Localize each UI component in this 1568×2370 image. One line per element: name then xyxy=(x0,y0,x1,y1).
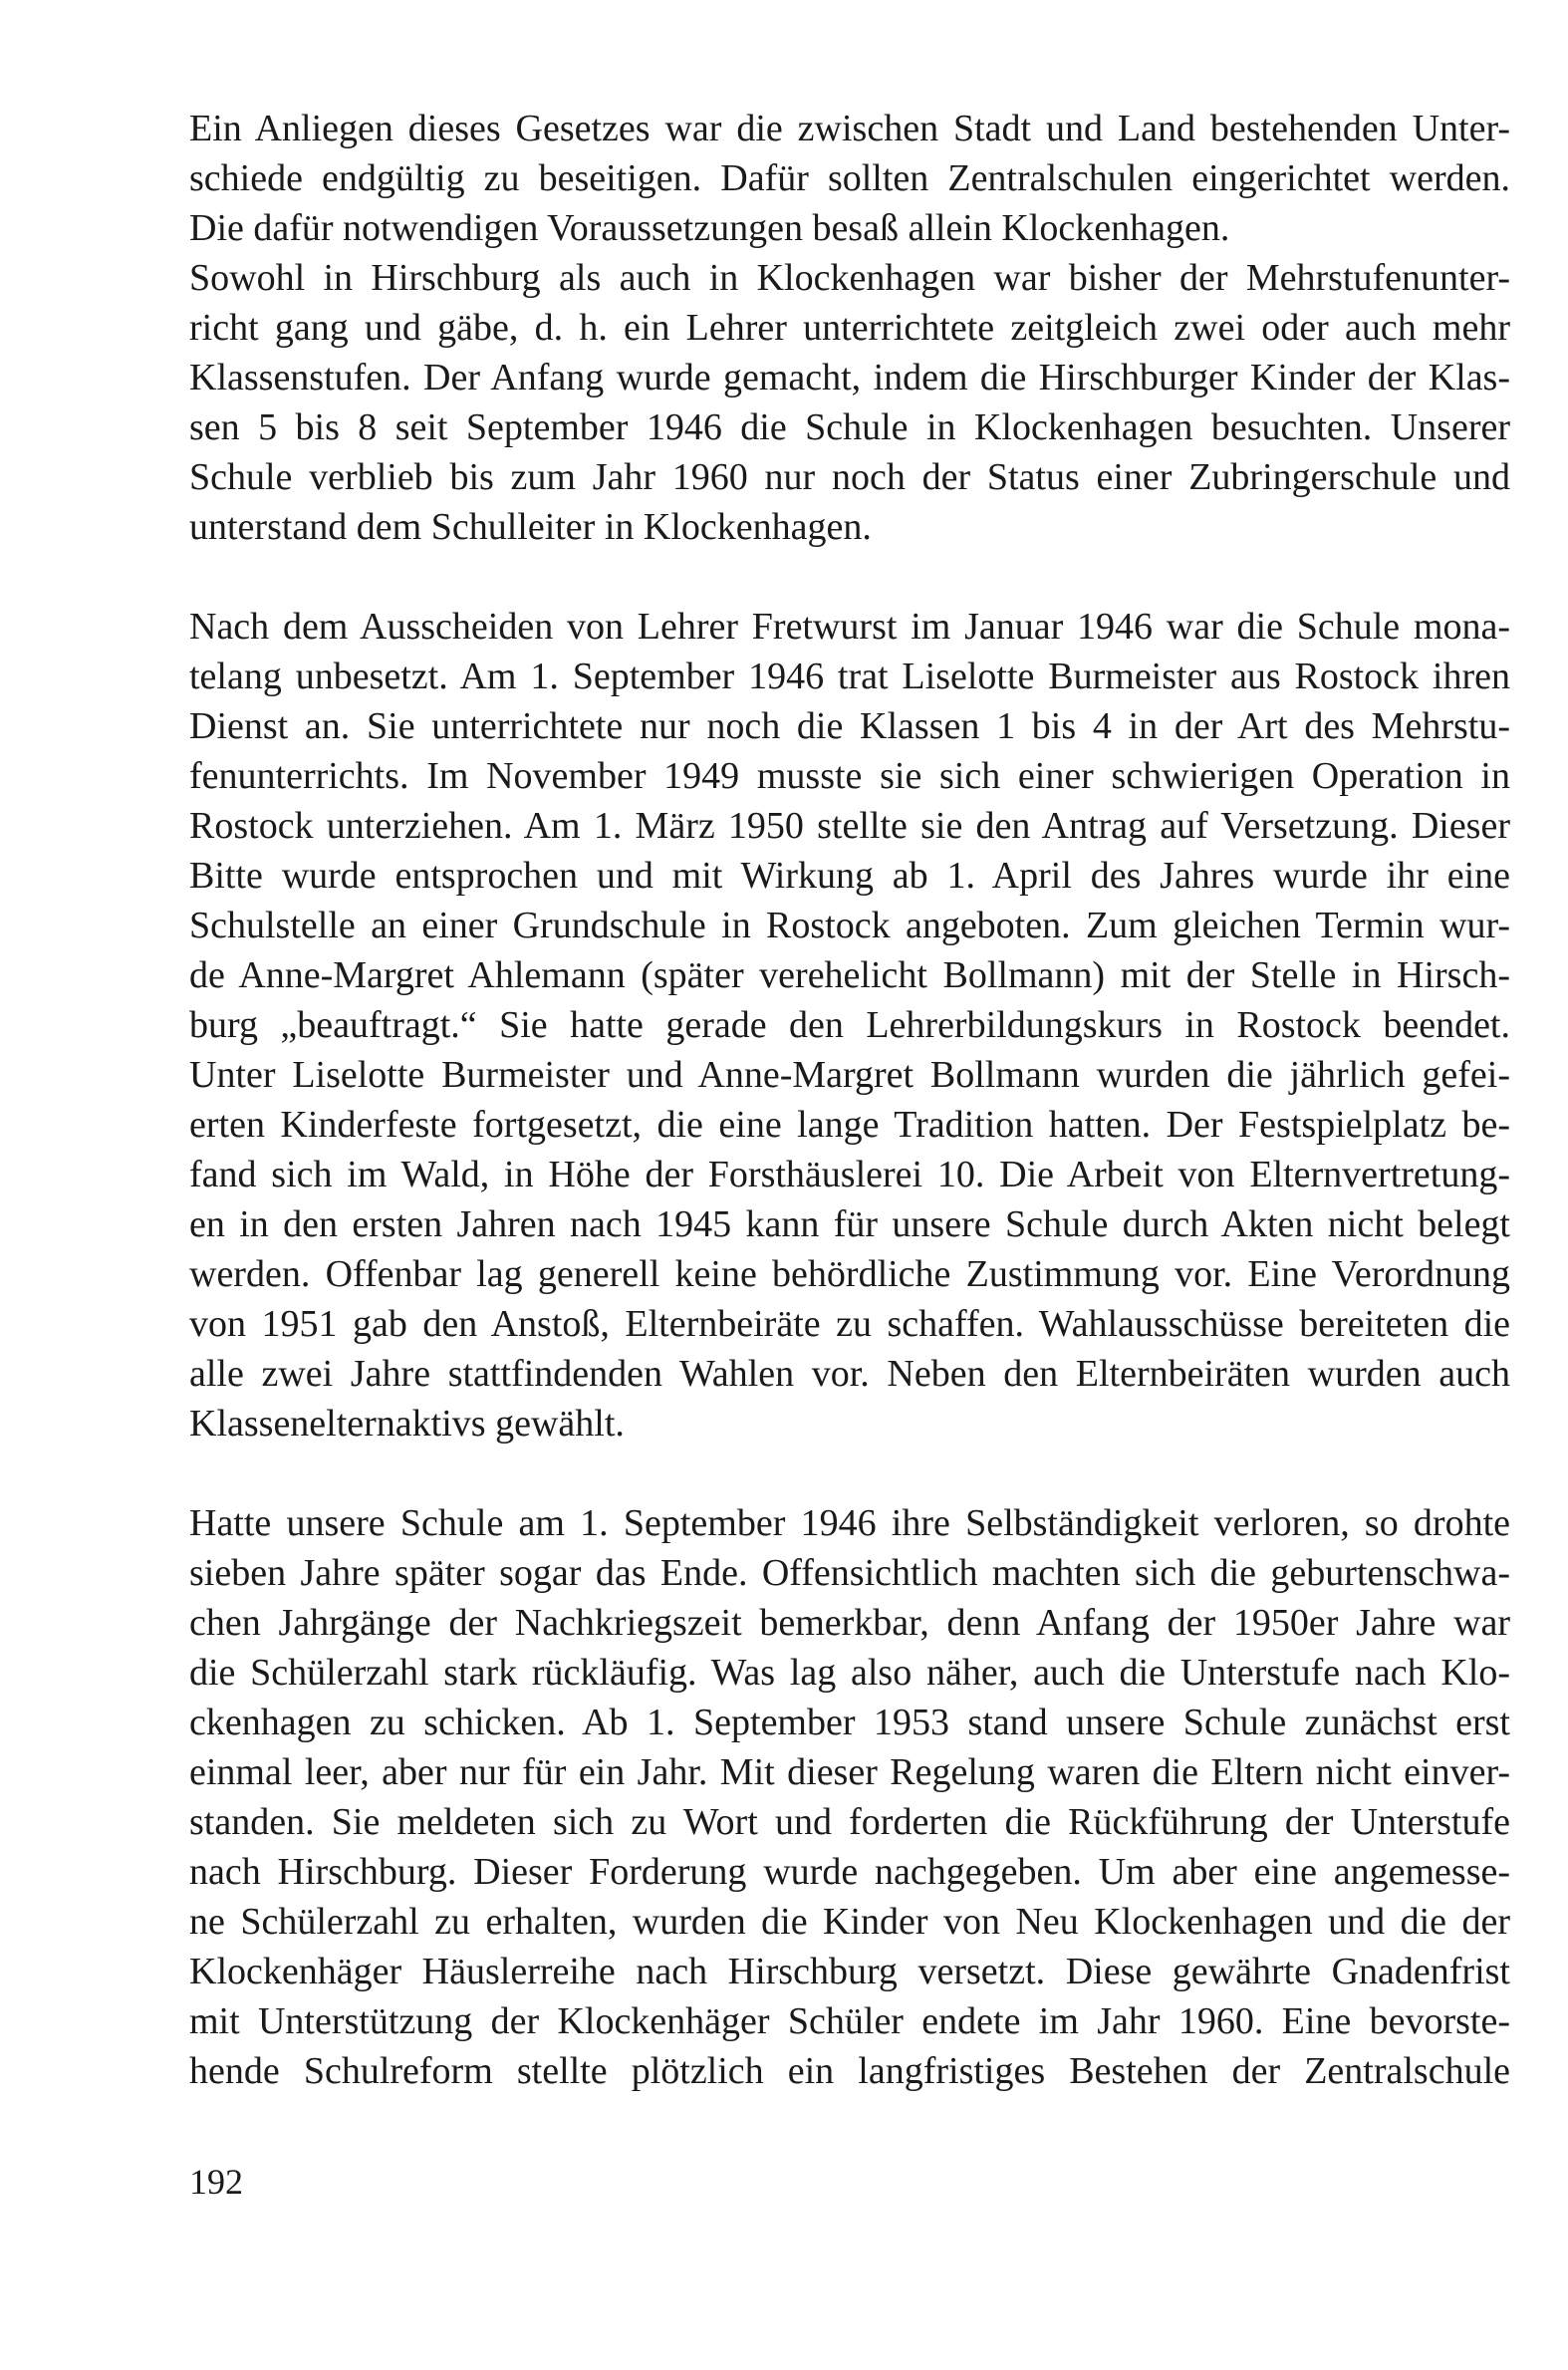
text-line: alle zwei Jahre stattfindenden Wahlen vor. Neben den Elternbeiräten wurden auch xyxy=(189,1353,1510,1395)
paragraph-3 xyxy=(189,1498,1510,2096)
text-line: Klassenstufen. Der Anfang wurde gemacht, indem die Hirschburger Kinder der Klas- xyxy=(189,357,1510,398)
text-line: Ein Anliegen dieses Gesetzes war die zwischen Stadt und Land bestehenden Unter- xyxy=(189,108,1510,149)
text-line: Die dafür notwendigen Voraussetzungen besaß allein Klockenhagen. xyxy=(189,207,1230,249)
text-line: Schulstelle an einer Grundschule in Rostock angeboten. Zum gleichen Termin wur- xyxy=(189,905,1510,946)
text-line: Dienst an. Sie unterrichtete nur noch die Klassen 1 bis 4 in der Art des Mehrstu- xyxy=(189,705,1510,747)
text-line: burg „beauftragt.“ Sie hatte gerade den Lehrerbildungskurs in Rostock beendet. xyxy=(189,1004,1510,1046)
page-body xyxy=(189,104,1510,2096)
text-line: Bitte wurde entsprochen und mit Wirkung ab 1. April des Jahres wurde ihr eine xyxy=(189,855,1510,897)
text-line: Sowohl in Hirschburg als auch in Klockenhagen war bisher der Mehrstufenunter- xyxy=(189,257,1510,299)
text-line: Klockenhäger Häuslerreihe nach Hirschburg versetzt. Diese gewährte Gnadenfrist xyxy=(189,1951,1510,1992)
page-number: 192 xyxy=(189,2162,243,2202)
text-line: schiede endgültig zu beseitigen. Dafür sollten Zentralschulen eingerichtet werden. xyxy=(189,157,1510,199)
text-line: standen. Sie meldeten sich zu Wort und forderten die Rückführung der Unterstufe xyxy=(189,1801,1510,1843)
text-line: nach Hirschburg. Dieser Forderung wurde nachgegeben. Um aber eine angemesse- xyxy=(189,1851,1510,1893)
text-line: chen Jahrgänge der Nachkriegszeit bemerkbar, denn Anfang der 1950er Jahre war xyxy=(189,1602,1510,1644)
text-line: en in den ersten Jahren nach 1945 kann für unsere Schule durch Akten nicht belegt xyxy=(189,1203,1510,1245)
text-line: telang unbesetzt. Am 1. September 1946 trat Liselotte Burmeister aus Rostock ihren xyxy=(189,656,1510,697)
paragraph-gap xyxy=(189,1448,1510,1498)
text-line: Rostock unterziehen. Am 1. März 1950 stellte sie den Antrag auf Versetzung. Dieser xyxy=(189,805,1510,847)
text-line: Nach dem Ausscheiden von Lehrer Fretwurst im Januar 1946 war die Schule mona- xyxy=(189,606,1510,648)
text-line: Unter Liselotte Burmeister und Anne-Margret Bollmann wurden die jährlich gefei- xyxy=(189,1054,1510,1096)
text-line: werden. Offenbar lag generell keine behördliche Zustimmung vor. Eine Verordnung xyxy=(189,1253,1510,1295)
text-line: fenunterrichts. Im November 1949 musste sie sich einer schwierigen Operation in xyxy=(189,755,1510,797)
text-line: sieben Jahre später sogar das Ende. Offensichtlich machten sich die geburtenschwa- xyxy=(189,1552,1510,1594)
text-line: fand sich im Wald, in Höhe der Forsthäuslerei 10. Die Arbeit von Elternvertretung- xyxy=(189,1154,1510,1195)
text-line: ne Schülerzahl zu erhalten, wurden die Kinder von Neu Klockenhagen und die der xyxy=(189,1901,1510,1943)
paragraph-1 xyxy=(189,104,1510,552)
text-line: Hatte unsere Schule am 1. September 1946 ihre Selbständigkeit verloren, so drohte xyxy=(189,1502,1510,1544)
text-line: einmal leer, aber nur für ein Jahr. Mit dieser Regelung waren die Eltern nicht einver- xyxy=(189,1751,1510,1793)
text-line: hende Schulreform stellte plötzlich ein langfristiges Bestehen der Zentralschule xyxy=(189,2050,1510,2092)
text-line: Klassenelternaktivs gewählt. xyxy=(189,1403,625,1445)
text-line: erten Kinderfeste fortgesetzt, die eine lange Tradition hatten. Der Festspielplatz be- xyxy=(189,1104,1510,1146)
text-line: sen 5 bis 8 seit September 1946 die Schule in Klockenhagen besuchten. Unserer xyxy=(189,406,1510,448)
text-line: unterstand dem Schulleiter in Klockenhagen. xyxy=(189,506,872,548)
paragraph-gap xyxy=(189,552,1510,602)
text-line: von 1951 gab den Anstoß, Elternbeiräte zu schaffen. Wahlausschüsse bereiteten die xyxy=(189,1303,1510,1345)
text-line: ckenhagen zu schicken. Ab 1. September 1953 stand unsere Schule zunächst erst xyxy=(189,1702,1510,1743)
text-line: richt gang und gäbe, d. h. ein Lehrer unterrichtete zeitgleich zwei oder auch mehr xyxy=(189,307,1510,349)
paragraph-2 xyxy=(189,602,1510,1448)
text-line: die Schülerzahl stark rückläufig. Was lag also näher, auch die Unterstufe nach Klo- xyxy=(189,1652,1510,1694)
text-line: mit Unterstützung der Klockenhäger Schüler endete im Jahr 1960. Eine bevorste- xyxy=(189,2000,1510,2042)
text-line: de Anne-Margret Ahlemann (später verehelicht Bollmann) mit der Stelle in Hirsch- xyxy=(189,954,1510,996)
text-line: Schule verblieb bis zum Jahr 1960 nur noch der Status einer Zubringerschule und xyxy=(189,456,1510,498)
